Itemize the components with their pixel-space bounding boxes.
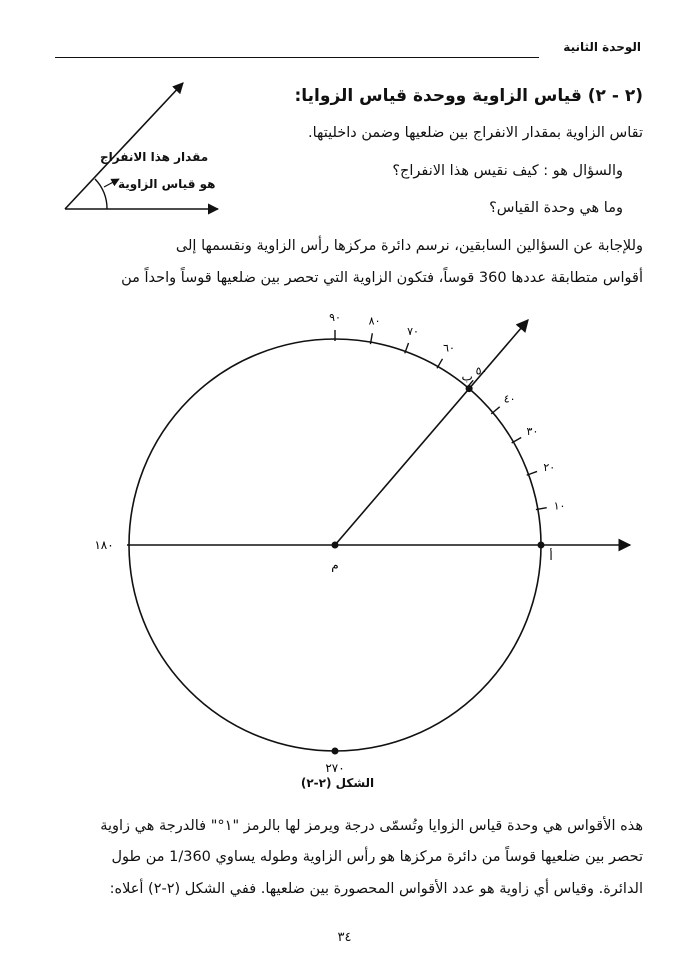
point-a: [538, 542, 545, 549]
tick-label-20: ٢٠: [543, 461, 556, 475]
tick-label-90: ٩٠: [329, 311, 341, 324]
intro-line-1: تقاس الزاوية بمقدار الانفراج بين ضلعيها وضمن داخليتها.: [308, 125, 643, 141]
point-a-label: أ: [549, 549, 553, 563]
tick-label-30: ٣٠: [526, 425, 539, 438]
intro-line-3: وما هي وحدة القياس؟: [489, 200, 623, 216]
tick-label-50: ٥٠: [475, 364, 488, 378]
answer-line-1: وللإجابة عن السؤالين السابقين، نرسم دائرة مركزها رأس الزاوية ونقسمها إلى: [175, 238, 643, 254]
angle-label-line-2: هو قياس الزاوية: [118, 177, 216, 191]
tick-label-70: ٧٠: [407, 324, 419, 338]
figure-caption: الشكل (٢-٢): [300, 776, 375, 790]
closing-line-3: الدائرة. وقياس أي زاوية هو عدد الأقواس المحصورة بين ضلعيها. ففي الشكل (٢-٢) أعلاه:: [109, 881, 643, 897]
center-label: م: [331, 558, 339, 572]
label-180: ١٨٠: [94, 538, 114, 552]
tick-label-40: ٤٠: [503, 392, 516, 406]
center-point: [332, 542, 339, 549]
label-270: ٢٧٠: [325, 761, 345, 775]
closing-line-1: هذه الأقواس هي وحدة قياس الزوايا وتُسمّى درجة ويرمز لها بالرمز "١°" فالدرجة هي زاوية: [100, 818, 643, 834]
point-b: [466, 385, 473, 392]
tick-label-60: ٦٠: [443, 341, 455, 355]
oblique-ray: [335, 320, 528, 545]
page-number: ٣٤: [337, 930, 352, 945]
angle-label-line-1: مقدار هذا الانفراج: [100, 150, 209, 164]
point-b-label: ب: [461, 369, 473, 384]
intro-line-2: والسؤال هو : كيف نقيس هذا الانفراج؟: [392, 163, 623, 179]
section-title: (٢ - ٢) قياس الزاوية ووحدة قياس الزوايا:: [294, 86, 643, 106]
closing-line-2: تحصر بين ضلعيها قوساً من دائرة مركزها هو رأس الزاوية وطوله يساوي 1/360 من طول: [111, 849, 643, 865]
answer-line-2: أقواس متطابقة عددها 360 قوساً، فتكون الزاوية التي تحصر بين ضلعيها قوساً واحداً من: [121, 270, 643, 286]
chapter-title: الوحدة الثانية: [563, 40, 641, 54]
tick-40: [491, 407, 499, 414]
point-270: [332, 748, 339, 755]
tick-label-80: ٨٠: [368, 314, 381, 328]
tick-label-10: ١٠: [553, 499, 566, 513]
